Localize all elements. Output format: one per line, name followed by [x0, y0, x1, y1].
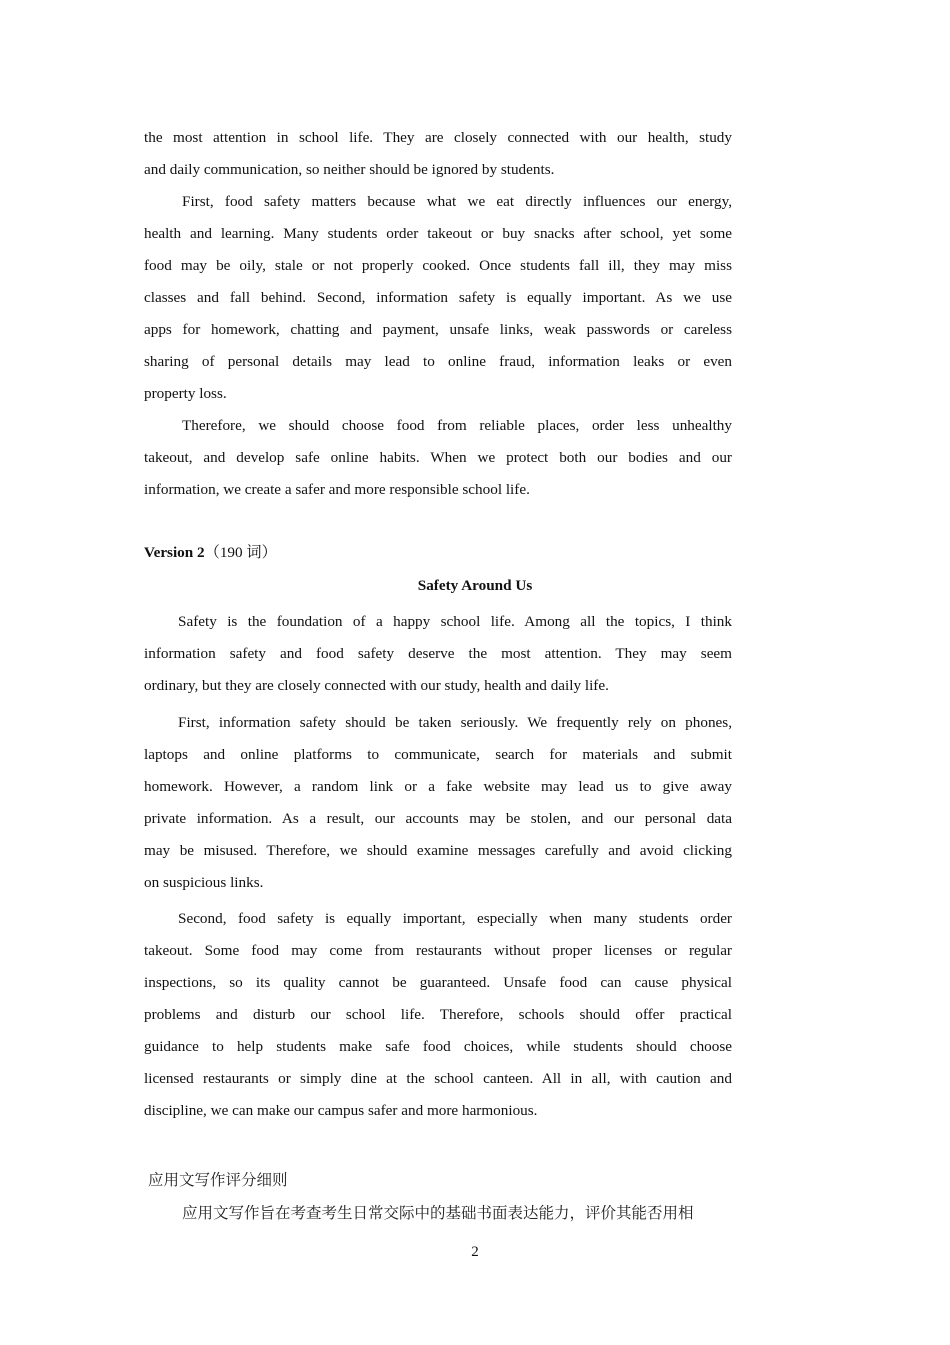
text-line: and daily communication, so neither should be ignored by students. [144, 161, 555, 178]
text-line: the most attention in school life. They are closely connected with our health, study [144, 129, 732, 146]
version2-label: Version 2 [144, 544, 205, 561]
text-line: takeout. Some food may come from restaurants without proper licenses or regular [144, 942, 732, 959]
text-line: information safety and food safety deserve the most attention. They may seem [144, 645, 732, 662]
version2-heading [144, 543, 277, 563]
text-line: apps for homework, chatting and payment, unsafe links, weak passwords or careless [144, 321, 732, 338]
text-line: health and learning. Many students order takeout or buy snacks after school, yet some [144, 225, 732, 242]
text-line: classes and fall behind. Second, information safety is equally important. As we use [144, 289, 732, 306]
page-number: 2 [471, 1244, 479, 1260]
text-line: may be misused. Therefore, we should examine messages carefully and avoid clicking [144, 842, 732, 859]
text-line: homework. However, a random link or a fake website may lead us to give away [144, 778, 732, 795]
text-line: information, we create a safer and more responsible school life. [144, 481, 530, 498]
text-line: property loss. [144, 385, 227, 402]
text-line: Safety is the foundation of a happy school life. Among all the topics, I think [178, 613, 732, 630]
text-line: takeout, and develop safe online habits. When we protect both our bodies and our [144, 449, 732, 466]
text-line: food may be oily, stale or not properly cooked. Once students fall ill, they may miss [144, 257, 732, 274]
essay-title: Safety Around Us [417, 577, 533, 594]
text-line: Second, food safety is equally important, especially when many students order [178, 910, 732, 927]
text-line: inspections, so its quality cannot be guaranteed. Unsafe food can cause physical [144, 974, 732, 991]
text-line: private information. As a result, our accounts may be stolen, and our personal data [144, 810, 732, 827]
version2-word-count: （190 词） [204, 544, 277, 561]
rubric-text-line: 应用文写作旨在考查考生日常交际中的基础书面表达能力，评价其能否用相 [182, 1204, 694, 1222]
text-line: Therefore, we should choose food from reliable places, order less unhealthy [182, 417, 732, 434]
text-line: laptops and online platforms to communicate, search for materials and submit [144, 746, 732, 763]
text-line: sharing of personal details may lead to online fraud, information leaks or even [144, 353, 732, 370]
text-line: discipline, we can make our campus safer and more harmonious. [144, 1102, 538, 1119]
text-line: on suspicious links. [144, 874, 264, 891]
text-line: First, information safety should be taken seriously. We frequently rely on phones, [178, 714, 732, 731]
text-line: problems and disturb our school life. Therefore, schools should offer practical [144, 1006, 732, 1023]
text-line: ordinary, but they are closely connected with our study, health and daily life. [144, 677, 609, 694]
rubric-heading: 应用文写作评分细则 [148, 1171, 288, 1189]
text-line: licensed restaurants or simply dine at the school canteen. All in all, with caution and [144, 1070, 732, 1087]
text-line: guidance to help students make safe food choices, while students should choose [144, 1038, 732, 1055]
text-line: First, food safety matters because what we eat directly influences our energy, [182, 193, 732, 210]
